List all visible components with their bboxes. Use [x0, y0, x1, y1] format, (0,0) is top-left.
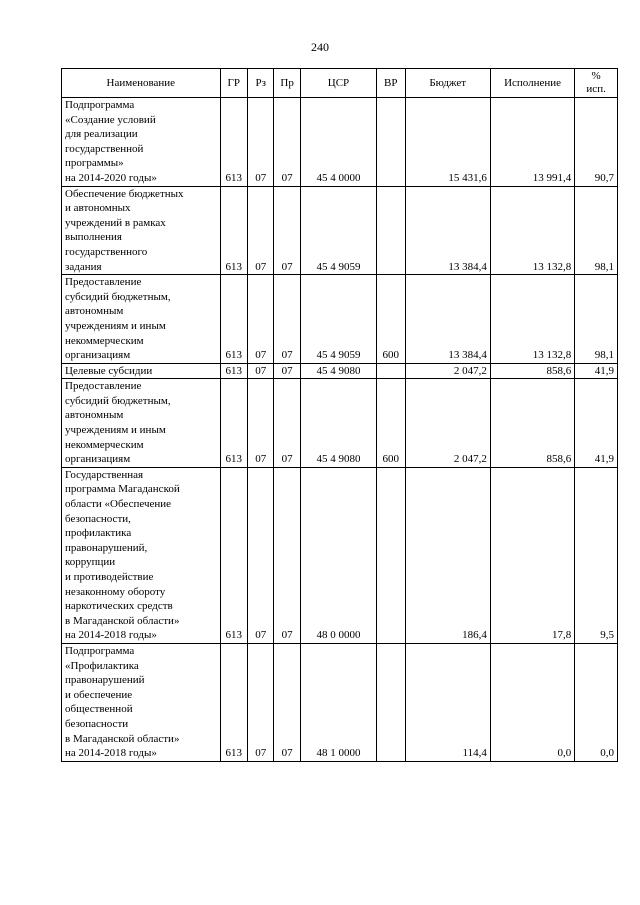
cell-name: Подпрограмма «Создание условий для реализации государственной программы» на 2014-2020 годы» [62, 98, 221, 187]
table-row [62, 379, 618, 468]
cell-gr: 613 [220, 186, 247, 275]
cell-name: Предоставление субсидий бюджетным, автономным учреждениям и иным некоммерческим организациям [62, 379, 221, 468]
cell-vr [377, 98, 405, 187]
cell-budget: 13 384,4 [405, 275, 490, 364]
cell-vr: 600 [377, 275, 405, 364]
cell-budget: 114,4 [405, 643, 490, 761]
header-vr: ВР [377, 69, 405, 98]
cell-rz: 07 [248, 643, 274, 761]
cell-gr: 613 [220, 379, 247, 468]
cell-vr: 600 [377, 379, 405, 468]
cell-csr: 45 4 9059 [300, 186, 376, 275]
cell-execution: 858,6 [490, 379, 574, 468]
cell-percent: 41,9 [575, 379, 618, 468]
cell-budget: 15 431,6 [405, 98, 490, 187]
cell-name: Обеспечение бюджетных и автономных учреждений в рамках выполнения государственного задания [62, 186, 221, 275]
cell-budget: 2 047,2 [405, 363, 490, 379]
cell-execution: 13 132,8 [490, 275, 574, 364]
cell-percent: 0,0 [575, 643, 618, 761]
table-row [62, 186, 618, 275]
table-row [62, 275, 618, 364]
table-row [62, 467, 618, 643]
cell-gr: 613 [220, 363, 247, 379]
cell-csr: 45 4 9080 [300, 379, 376, 468]
cell-rz: 07 [248, 363, 274, 379]
header-pr: Пр [274, 69, 300, 98]
cell-execution: 0,0 [490, 643, 574, 761]
cell-percent: 9,5 [575, 467, 618, 643]
table-row [62, 643, 618, 761]
cell-vr [377, 643, 405, 761]
cell-pr: 07 [274, 275, 300, 364]
cell-name: Целевые субсидии [62, 363, 221, 379]
cell-percent: 98,1 [575, 275, 618, 364]
table-header-row [62, 69, 618, 98]
cell-csr: 45 4 9080 [300, 363, 376, 379]
cell-csr: 48 1 0000 [300, 643, 376, 761]
cell-name: Государственная программа Магаданской области «Обеспечение безопасности, профилактика правонарушений, коррупции и противодействие незаконному обороту наркотических средств в Магаданской области» на 2014-2018 годы» [62, 467, 221, 643]
cell-pr: 07 [274, 98, 300, 187]
cell-pr: 07 [274, 186, 300, 275]
header-execution: Исполнение [490, 69, 574, 98]
cell-percent: 90,7 [575, 98, 618, 187]
header-csr: ЦСР [300, 69, 376, 98]
cell-name: Подпрограмма «Профилактика правонарушений и обеспечение общественной безопасности в Магаданской области» на 2014-2018 годы» [62, 643, 221, 761]
header-gr: ГР [220, 69, 247, 98]
header-percent: % исп. [575, 69, 618, 98]
cell-vr [377, 467, 405, 643]
cell-percent: 98,1 [575, 186, 618, 275]
cell-vr [377, 363, 405, 379]
cell-gr: 613 [220, 275, 247, 364]
cell-execution: 13 132,8 [490, 186, 574, 275]
cell-rz: 07 [248, 379, 274, 468]
header-rz: Рз [248, 69, 274, 98]
cell-pr: 07 [274, 467, 300, 643]
cell-gr: 613 [220, 467, 247, 643]
cell-budget: 2 047,2 [405, 379, 490, 468]
cell-csr: 45 4 0000 [300, 98, 376, 187]
table-row [62, 98, 618, 187]
cell-budget: 186,4 [405, 467, 490, 643]
cell-pr: 07 [274, 643, 300, 761]
cell-pr: 07 [274, 363, 300, 379]
cell-csr: 45 4 9059 [300, 275, 376, 364]
table-row [62, 363, 618, 379]
cell-name: Предоставление субсидий бюджетным, автономным учреждениям и иным некоммерческим организациям [62, 275, 221, 364]
cell-rz: 07 [248, 467, 274, 643]
cell-execution: 858,6 [490, 363, 574, 379]
cell-gr: 613 [220, 98, 247, 187]
cell-execution: 17,8 [490, 467, 574, 643]
cell-csr: 48 0 0000 [300, 467, 376, 643]
cell-pr: 07 [274, 379, 300, 468]
budget-execution-table [61, 68, 618, 762]
page-number: 240 [311, 40, 329, 54]
cell-execution: 13 991,4 [490, 98, 574, 187]
cell-rz: 07 [248, 186, 274, 275]
header-name: Наименование [62, 69, 221, 98]
cell-gr: 613 [220, 643, 247, 761]
cell-rz: 07 [248, 275, 274, 364]
cell-percent: 41,9 [575, 363, 618, 379]
cell-vr [377, 186, 405, 275]
cell-rz: 07 [248, 98, 274, 187]
cell-budget: 13 384,4 [405, 186, 490, 275]
header-budget: Бюджет [405, 69, 490, 98]
